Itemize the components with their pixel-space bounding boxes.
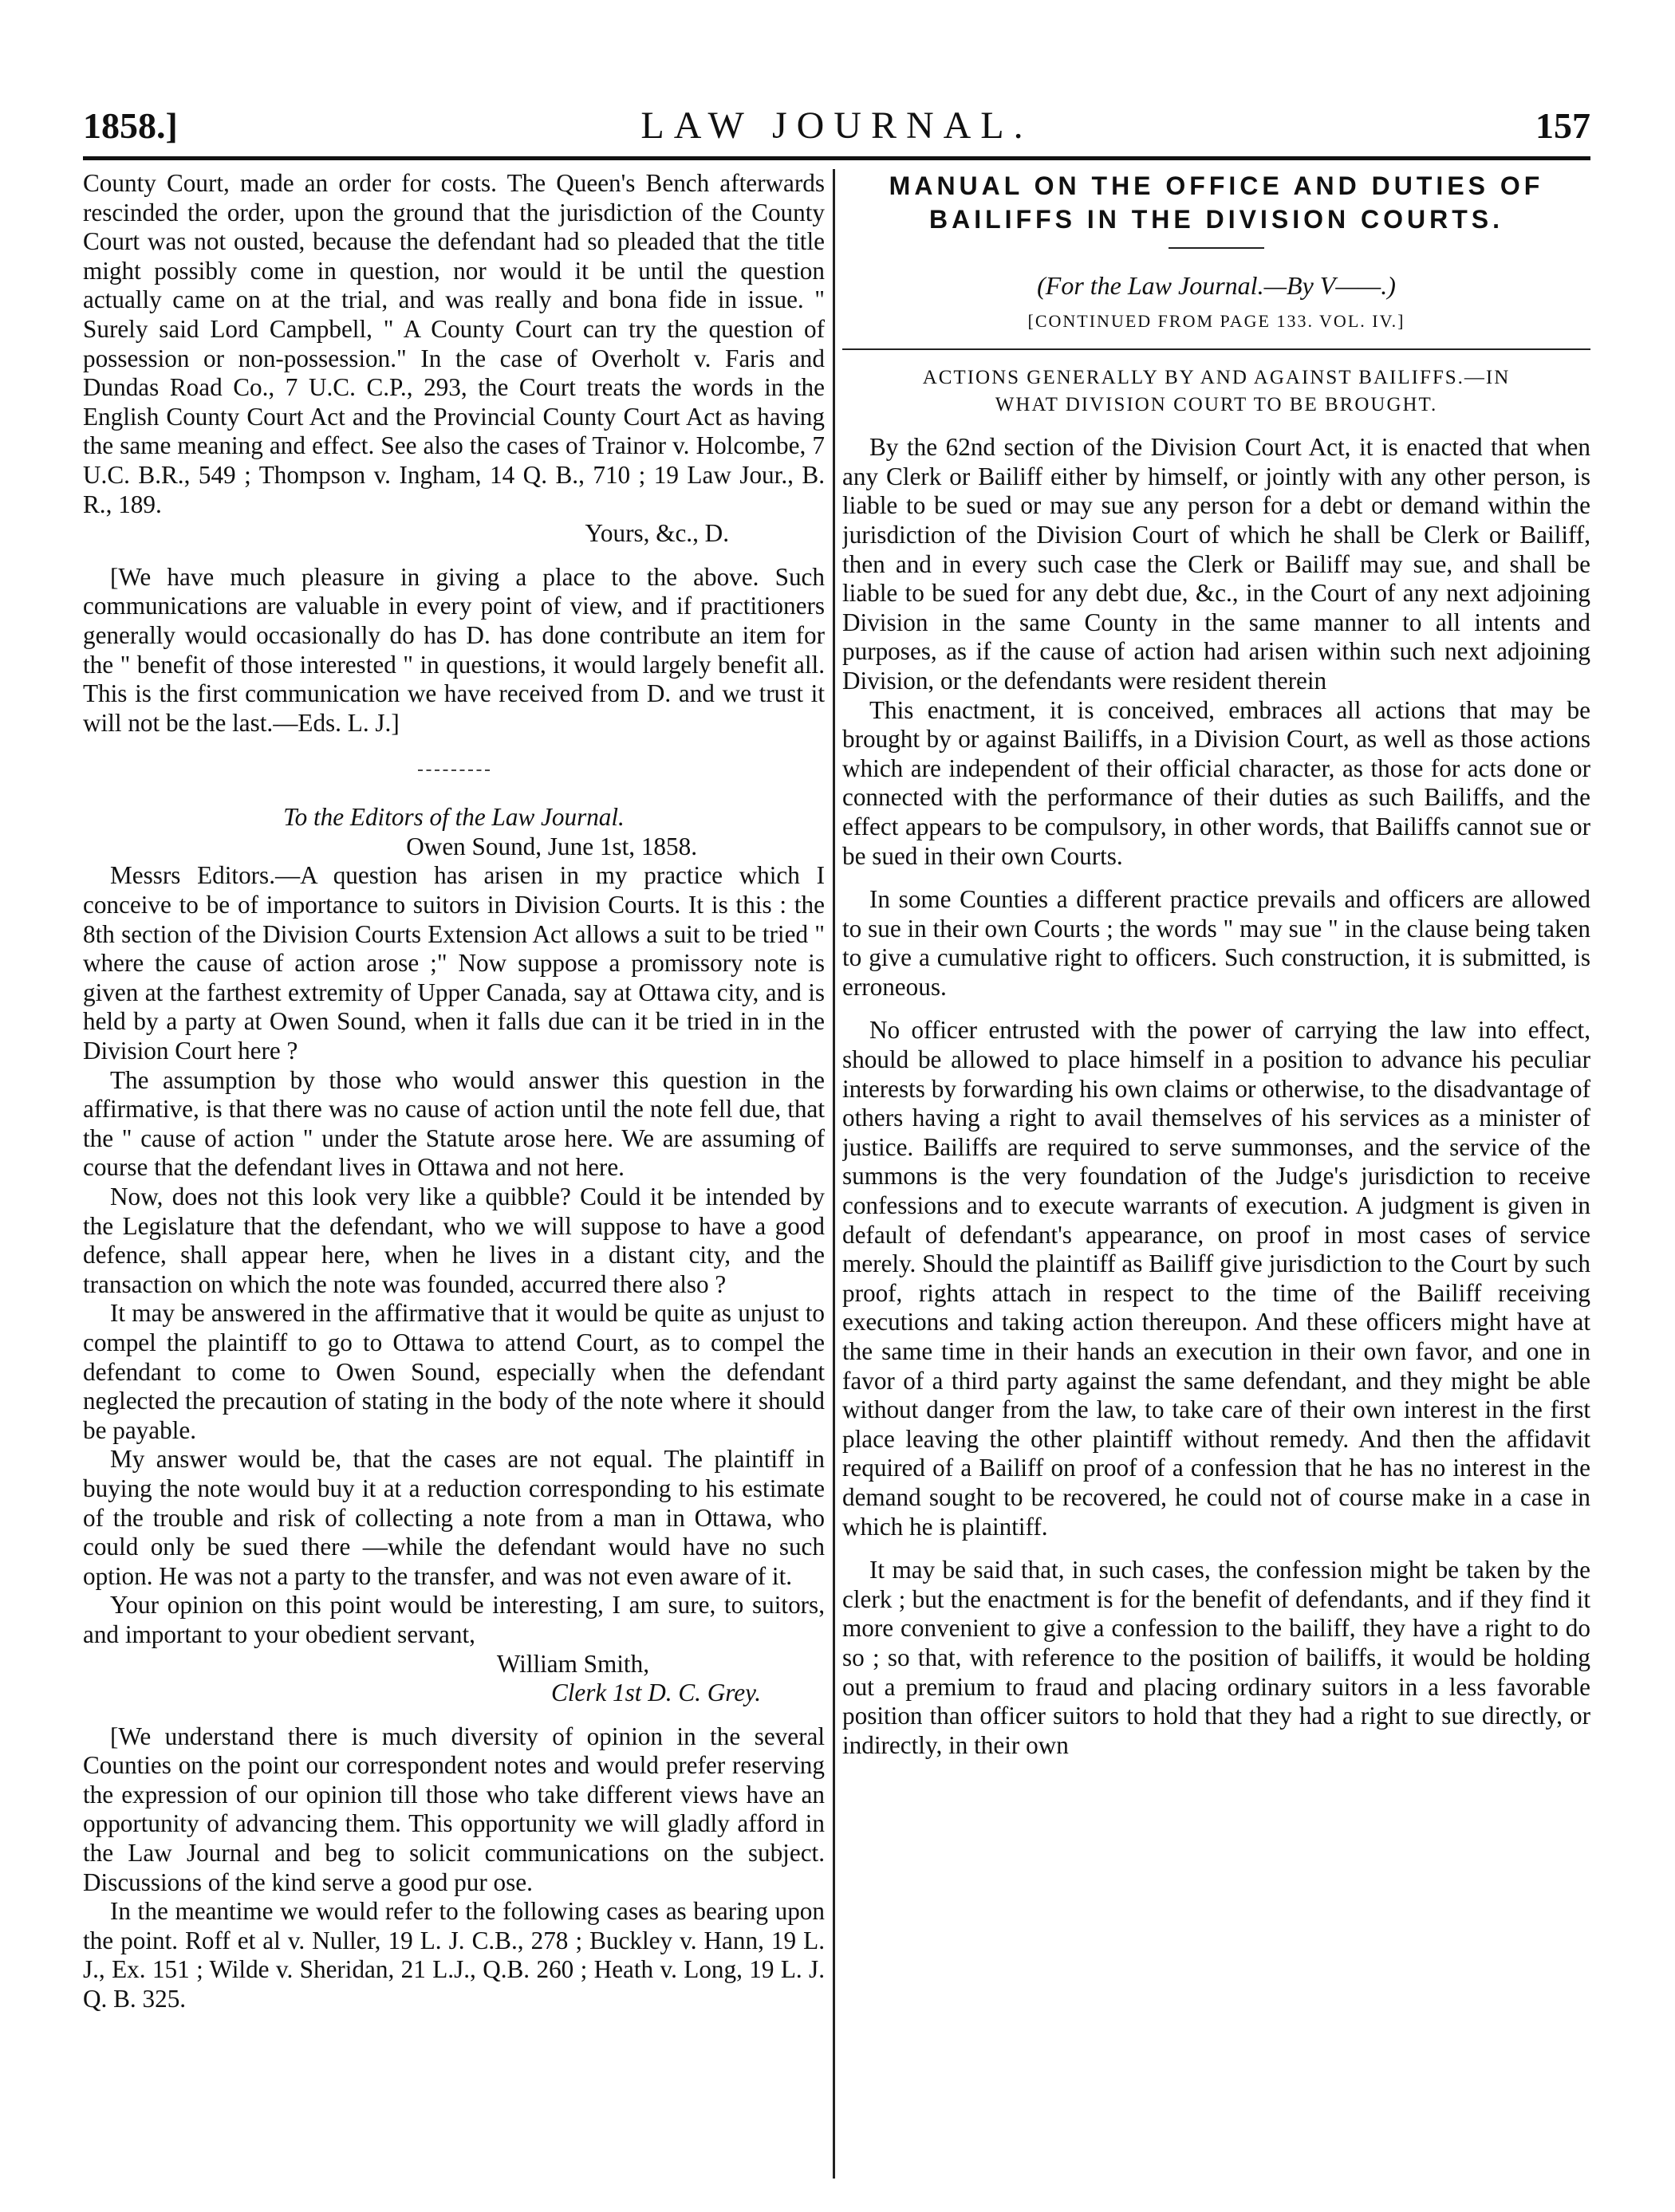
article-byline: (For the Law Journal.—By V——.) [1037, 271, 1396, 300]
paragraph: This enactment, it is conceived, embraces all actions that may be brought by or against Bailiffs, in a Division Court, as well as those actions which are independent of their official character, as those for acts done or connected with the performance of their duties as such Bailiffs, and the effect appears to be compulsory, in other words, that Bailiffs cannot sue or be sued in their own Courts. [842, 695, 1590, 870]
section-heading-line-2: WHAT DIVISION COURT TO BE BROUGHT. [995, 394, 1438, 416]
editor-note: [We have much pleasure in giving a place to the above. Such communications are valuable in every point of view, and if practitioners generally would occasionally do has D. has done contribute an item for the " benefit of those interested " in questions, it would largely benefit all. This is the first communication we have received from D. and we trust it will not be the last.—Eds. L. J.] [83, 562, 825, 737]
paragraph: By the 62nd section of the Division Court Act, it is enacted that when any Clerk or Bailiff either by himself, or jointly with any other person, is liable to be sued or may sue any person for a debt or demand within the jurisdiction of the Division Court of which he shall be Clerk or Bailiff, then and in every such case the Clerk or Bailiff may sue, and shall be liable to be sued for any debt due, &c., in the Court of any next adjoining Division in the same County in the same manner to all intents and purposes, as if the cause of action had arisen within such next adjoining Division, or the defendants were resident therein [842, 433, 1590, 695]
header-title: LAW JOURNAL. [640, 104, 1033, 147]
signoff: Yours, &c., D. [585, 519, 729, 548]
page-number: 157 [1535, 105, 1590, 146]
left-column [83, 169, 825, 2179]
signature-title: Clerk 1st D. C. Grey. [550, 1679, 761, 1707]
paragraph: The assumption by those who would answer this question in the affirmative, is that there was no cause of action until the note fell due, that the " cause of action " under the Statute arose here. We are assuming of course that the defendant lives in Ottawa and not here. [83, 1065, 825, 1182]
editor-note: [We understand there is much diversity of opinion in the several Counties on the point our correspondent notes and would prefer reserving the expression of our opinion till those who take different views have an opportunity of advancing them. This opportunity we will gladly afford in the Law Journal and beg to solicit communications on the subject. Discussions of the kind serve a good pur ose. [83, 1722, 825, 1896]
paragraph: It may be said that, in such cases, the confession might be taken by the clerk ; but the enactment is for the benefit of defendants, and if they find it more convenient to give a confession to the bailiff, they have a right to do so ; so that, with reference to the position of bailiffs, it would be holding out a premium to fraud and placing ordinary suitors in a less favorable position than officer suitors to hold that they had a right to sue directly, or indirectly, in their own [842, 1556, 1590, 1759]
article-title-line-2: BAILIFFS IN THE DIVISION COURTS. [928, 205, 1504, 234]
letter-dateline: Owen Sound, June 1st, 1858. [406, 832, 697, 860]
section-rule [842, 348, 1590, 350]
paragraph: My answer would be, that the cases are not equal. The plaintiff in buying the note would buy it at a reduction corresponding to his estimate of the trouble and risk of collecting a note from a man in Ottawa, who could only be sued there —while the defendant would have no such option. He was not a party to the transfer, and was not even aware of it. [83, 1445, 825, 1590]
paragraph: No officer entrusted with the power of carrying the law into effect, should be allowed to place himself in a position to advance his peculiar interests by forwarding his own claims or otherwise, to the disadvantage of others having a right to avail themselves of his services as a minister of justice. Bailiffs are required to serve summonses, and the service of the summons is the very foundation of the Judge's jurisdiction to receive confessions and to execute warrants of execution. A judgment is given in default of defendant's appearance, on proof in most cases of service merely. Should the plaintiff as Bailiff give jurisdiction to the Court by such proof, rights attach in respect to the time of the Bailiff receiving executions and taking action thereupon. And these officers might have at the same time in their hands an execution in their own favor, and one in favor of a third party against the same defendant, and they might be able without danger from the law, to take care of their own interest in the first place leaving the other plaintiff without remedy. And then the affidavit required of a Bailiff on proof of a confession that he has no interest in the demand sought to be recovered, he could not of course make in a case in which he is plaintiff. [842, 1016, 1590, 1541]
paragraph: It may be answered in the affirmative that it would be quite as unjust to compel the plaintiff to go to Ottawa to attend Court, as to compel the defendant to come to Owen Sound, especially when the defendant neglected the precaution of stating in the body of the note where it should be payable. [83, 1299, 825, 1444]
letter-heading: To the Editors of the Law Journal. [283, 803, 625, 832]
paragraph: In the meantime we would refer to the following cases as bearing upon the point. Roff et al v. Nuller, 19 L. J. C.B., 278 ; Buckley v. Hann, 19 L. J., Ex. 151 ; Wilde v. Sheridan, 21 L.J., Q.B. 260 ; Heath v. Long, 19 L. J. Q. B. 325. [83, 1897, 825, 2013]
paragraph: County Court, made an order for costs. The Queen's Bench afterwards rescinded the order, upon the ground that the jurisdiction of the County Court was not ousted, because the defendant had so pleaded that the title might possibly come in question, nor would it be until the question actually came on at the trial, and was really and bona fide in issue. " Surely said Lord Campbell, " A County Court can try the question of possession or non-possession." In the case of Overholt v. Faris and Dundas Road Co., 7 U.C. C.P., 293, the Court treats the words in the English County Court Act and the Provincial County Court Act as having the same meaning and effect. See also the cases of Trainor v. Holcombe, 7 U.C. B.R., 549 ; Thompson v. Ingham, 14 Q. B., 710 ; 19 Law Jour., B. R., 189. [83, 169, 825, 518]
title-rule [1169, 247, 1264, 249]
section-heading-line-1: ACTIONS GENERALLY BY AND AGAINST BAILIFFS.—IN [922, 367, 1511, 389]
paragraph: Messrs Editors.—A question has arisen in my practice which I conceive to be of importance to suitors in Division Courts. It is this : the 8th section of the Division Courts Extension Act allows a suit to be tried " where the cause of action arose ;" Now suppose a promissory note is given at the farthest extremity of Upper Canada, say at Ottawa city, and is held by a party at Owen Sound, when it falls due can it be tried in in the Division Court here ? [83, 861, 825, 1065]
header-rule [83, 156, 1590, 160]
column-divider [833, 169, 835, 2179]
page-header [83, 102, 1590, 150]
divider [418, 769, 490, 771]
paragraph: Your opinion on this point would be interesting, I am sure, to suitors, and important to your obedient servant, [83, 1591, 825, 1648]
signature-name: William Smith, [496, 1649, 649, 1678]
paragraph: In some Counties a different practice prevails and officers are allowed to sue in their own Courts ; the words " may sue " in the clause being taken to give a cumulative right to officers. Such construction, it is submitted, is erroneous. [842, 885, 1590, 1001]
header-year: 1858.] [83, 105, 178, 146]
article-title-line-1: MANUAL ON THE OFFICE AND DUTIES OF [889, 171, 1544, 200]
right-column [842, 169, 1590, 2179]
paragraph: Now, does not this look very like a quibble? Could it be intended by the Legislature that the defendant, who we will suppose to have a good defence, shall appear here, when he lives in a distant city, and the transaction on which the note was founded, accurred there also ? [83, 1183, 825, 1298]
continued-note: [CONTINUED FROM PAGE 133. VOL. IV.] [1027, 310, 1405, 331]
